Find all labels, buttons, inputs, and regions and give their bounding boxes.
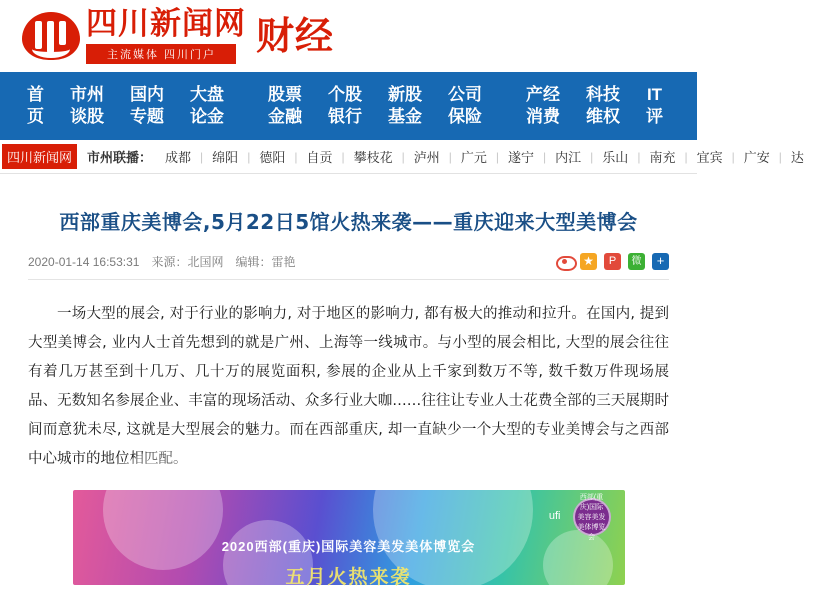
divider: | — [448, 149, 452, 164]
star-icon[interactable]: ★ — [580, 253, 597, 270]
city-item-panzhihua[interactable]: 攀枝花 — [353, 150, 393, 165]
nav-item-label-line1: 产经 — [526, 85, 560, 104]
nav-item-label-line2: 论金 — [190, 107, 224, 126]
article-banner-image[interactable] — [73, 490, 625, 588]
nav-item-5[interactable] — [315, 84, 375, 128]
nav-item-label-line2: 谈股 — [70, 107, 104, 126]
divider: | — [684, 149, 688, 164]
divider: | — [401, 149, 405, 164]
nav-item-9[interactable] — [573, 84, 633, 128]
city-item-zigong[interactable]: 自贡 — [306, 150, 333, 165]
nav-item-label-line1: 大盘 — [190, 85, 224, 104]
nav-item-label-line1: 新股 — [388, 85, 422, 104]
nav-item-label-line2: 消费 — [526, 107, 560, 126]
site-logo-text[interactable] — [86, 8, 246, 64]
ufi-badge: ufi — [548, 510, 561, 523]
wechat-icon[interactable]: 微 — [628, 253, 645, 270]
city-item-guangyuan[interactable]: 广元 — [460, 150, 487, 165]
nav-item-6[interactable] — [375, 84, 435, 128]
divider: | — [731, 149, 735, 164]
nav-item-10[interactable] — [633, 84, 676, 128]
publish-time: 2020-01-14 16:53:31 — [28, 254, 140, 269]
city-item-guangan[interactable]: 广安 — [743, 150, 770, 165]
sichuan-news-logo-icon[interactable] — [22, 10, 80, 62]
nav-item-2[interactable] — [117, 84, 177, 128]
city-item-suining[interactable]: 遂宁 — [508, 150, 535, 165]
article-paragraph: 一场大型的展会, 对于行业的影响力, 对于地区的影响力, 都有极大的推动和拉升。在国内, 提到大型美博会, 业内人士首先想到的就是广州、上海等一线城市。与小型的展会相比, 大型的展会往往有着几万甚至到十几万、几十万的展览面积, 参展的企业从上千家到数万不等, 数千数万件现场展品、无数知名参展企业、丰富的现场活动、众多行业大咖……往往让专业人士花费全部的三天展期时间而意犹未尽, 这就是大型展会的魅力。而在西部重庆, 却一直缺少一个大型的专业美博会与之西部中心城市的地位相匹配。 — [28, 306, 669, 467]
nav-item-label-line2: 评 — [646, 107, 663, 126]
nav-item-label-line1: 科技 — [586, 85, 620, 104]
banner-badges — [548, 494, 611, 541]
channel-name[interactable]: 财经 — [256, 14, 335, 58]
divider: | — [247, 149, 251, 164]
city-item-deyang[interactable]: 德阳 — [259, 150, 286, 165]
city-item-leshan[interactable]: 乐山 — [602, 150, 629, 165]
site-name: 四川新闻网 — [86, 6, 246, 43]
nav-item-label-line2: 金融 — [268, 107, 302, 126]
city-broadcast-label: 市州联播： — [87, 150, 153, 165]
article-meta — [28, 253, 669, 280]
site-masthead — [0, 0, 697, 72]
divider: | — [341, 149, 345, 164]
article-container — [0, 206, 697, 588]
nav-item-label-line1: 公司 — [448, 85, 482, 104]
nav-item-label-line2: 基金 — [388, 107, 422, 126]
main-navigation — [0, 72, 697, 140]
nav-item-label-line1: IT — [646, 85, 663, 104]
nav-item-label-line2: 保险 — [448, 107, 482, 126]
nav-item-label-line2: 专题 — [130, 107, 164, 126]
divider: | — [495, 149, 500, 164]
banner-title: 2020西部(重庆)国际美容美发美体博览会 — [221, 539, 476, 554]
nav-item-label-line1: 市州 — [70, 85, 104, 104]
divider: | — [543, 149, 547, 164]
eye-icon[interactable] — [556, 253, 573, 270]
plus-icon[interactable]: + — [652, 253, 669, 270]
nav-item-label-line1: 股票 — [268, 85, 302, 104]
nav-item-3[interactable] — [177, 84, 237, 128]
city-item-nanchong[interactable]: 南充 — [649, 150, 676, 165]
city-item-yibin[interactable]: 宜宾 — [696, 150, 723, 165]
city-list — [156, 147, 813, 166]
pocket-icon[interactable]: P — [604, 253, 621, 270]
divider: | — [590, 149, 594, 164]
city-item-neijiang[interactable]: 内江 — [555, 150, 582, 165]
share-bar — [556, 253, 669, 270]
article-source: 来源：北国网 — [151, 255, 224, 269]
nav-item-label-line2: 维权 — [586, 107, 620, 126]
nav-item-label-line1: 首 — [27, 85, 44, 104]
page-title: 西部重庆美博会,5月22日5馆火热来袭——重庆迎来大型美博会 — [59, 210, 638, 234]
divider: | — [200, 149, 204, 164]
banner-subtitle: 五月火热来袭 — [285, 567, 412, 588]
city-item-luzhou[interactable]: 泸州 — [413, 150, 440, 165]
city-broadcast-bar — [0, 140, 804, 174]
nav-item-4[interactable] — [255, 84, 315, 128]
nav-item-label-line2: 页 — [27, 107, 44, 126]
site-slogan: 主流媒体 四川门户 — [86, 44, 236, 64]
nav-item-7[interactable] — [435, 84, 495, 128]
expo-emblem-icon: 西部(重庆)国际美容美发美体博览会 — [573, 498, 611, 536]
divider: | — [637, 149, 641, 164]
nav-item-label-line2: 银行 — [328, 107, 362, 126]
nav-item-label-line1: 个股 — [328, 85, 362, 104]
article-meta-left — [28, 253, 295, 270]
article-editor: 编辑：雷艳 — [235, 255, 296, 269]
divider: | — [778, 149, 782, 164]
site-tag-badge[interactable]: 四川新闻网 — [2, 144, 77, 169]
nav-item-8[interactable] — [513, 84, 573, 128]
nav-item-label-line1: 国内 — [130, 85, 164, 104]
city-item-dazhou[interactable]: 达 — [790, 150, 804, 165]
divider: | — [294, 149, 298, 164]
nav-item-0[interactable] — [14, 84, 57, 128]
city-item-mianyang[interactable]: 绵阳 — [212, 150, 239, 165]
nav-item-1[interactable] — [57, 84, 117, 128]
city-item-chengdu[interactable]: 成都 — [165, 150, 192, 165]
